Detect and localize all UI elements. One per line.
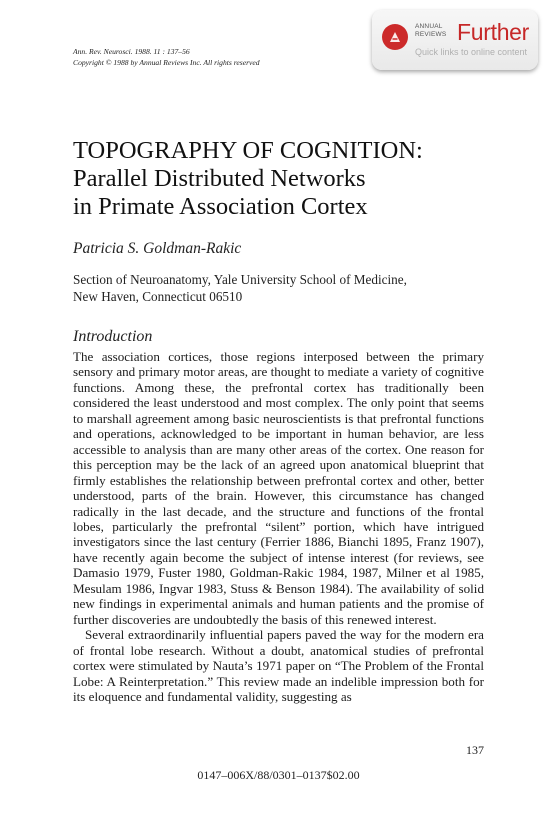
article-title	[73, 137, 423, 221]
section-heading-introduction: Introduction	[73, 328, 153, 345]
wordmark-line-1: ANNUAL	[415, 23, 443, 30]
quick-links-label: Quick links to online content	[415, 47, 528, 57]
wordmark-line-2: REVIEWS	[415, 30, 447, 38]
affiliation-line-1: Section of Neuroanatomy, Yale University School of Medicine,	[73, 272, 407, 287]
citation-line-2: Copyright © 1988 by Annual Reviews Inc. All rights reserved	[73, 58, 260, 67]
body-text	[73, 349, 484, 704]
title-line-2: Parallel Distributed Networks	[73, 165, 366, 192]
citation-line-1: Ann. Rev. Neurosci. 1988. 11 : 137–56	[73, 47, 190, 56]
article-code: 0147–006X/88/0301–0137$02.00	[197, 768, 360, 782]
title-line-3: in Primate Association Cortex	[73, 193, 368, 220]
paragraph-1: The association cortices, those regions interposed between the primary sensory and primary motor areas, are thought to mediate a variety of cognitive functions. Among these, the prefrontal cortex has traditionally been considered the least understood and most complex. The only point that seems to marshall agreement among basic neuroscientists is that prefrontal functions and operations, acknowledged to be important in human behavior, are less accessible to analysis than are many other areas of the cortex. One reason for this perception may be the lack of an agreed upon anatomical blueprint that firmly establishes the relationship between prefrontal cortex and other, better understood, parts of the brain. However, this circumstance has changed radically in the last decade, and the structure and functions of the frontal lobes, particularly the prefrontal “silent” portion, which have intrigued investigators since the last century (Ferrier 1886, Bianchi 1895, Franz 1907), have recently again become the subject of intense interest (for reviews, see Damasio 1979, Fuster 1980, Goldman-Rakic 1984, 1987, Milner et al 1985, Mesulam 1986, Ingvar 1983, Stuss & Benson 1984). The availability of solid new findings in experimental animals and human patients and the promise of further discoveries are undoubtedly the basis of this renewed interest.	[73, 349, 484, 627]
annual-reviews-logo-icon	[382, 24, 408, 50]
further-links-badge[interactable]	[372, 10, 538, 70]
author-name: Patricia S. Goldman-Rakic	[73, 240, 242, 257]
page-number: 137	[466, 743, 484, 757]
further-label: Further	[457, 19, 530, 45]
author-affiliation	[73, 271, 407, 305]
annual-reviews-wordmark	[415, 23, 446, 38]
title-line-1: TOPOGRAPHY OF COGNITION:	[73, 137, 423, 164]
affiliation-line-2: New Haven, Connecticut 06510	[73, 289, 243, 304]
journal-citation	[73, 46, 260, 68]
paragraph-2: Several extraordinarily influential papers paved the way for the modern era of frontal lobe research. Without a doubt, anatomical studies of prefrontal cortex were stimulated by Nauta’s 1971 paper on “The Problem of the Frontal Lobe: A Reinterpretation.” This review made an indelible impression both for its eloquence and fundamental validity, suggesting as	[73, 627, 484, 704]
